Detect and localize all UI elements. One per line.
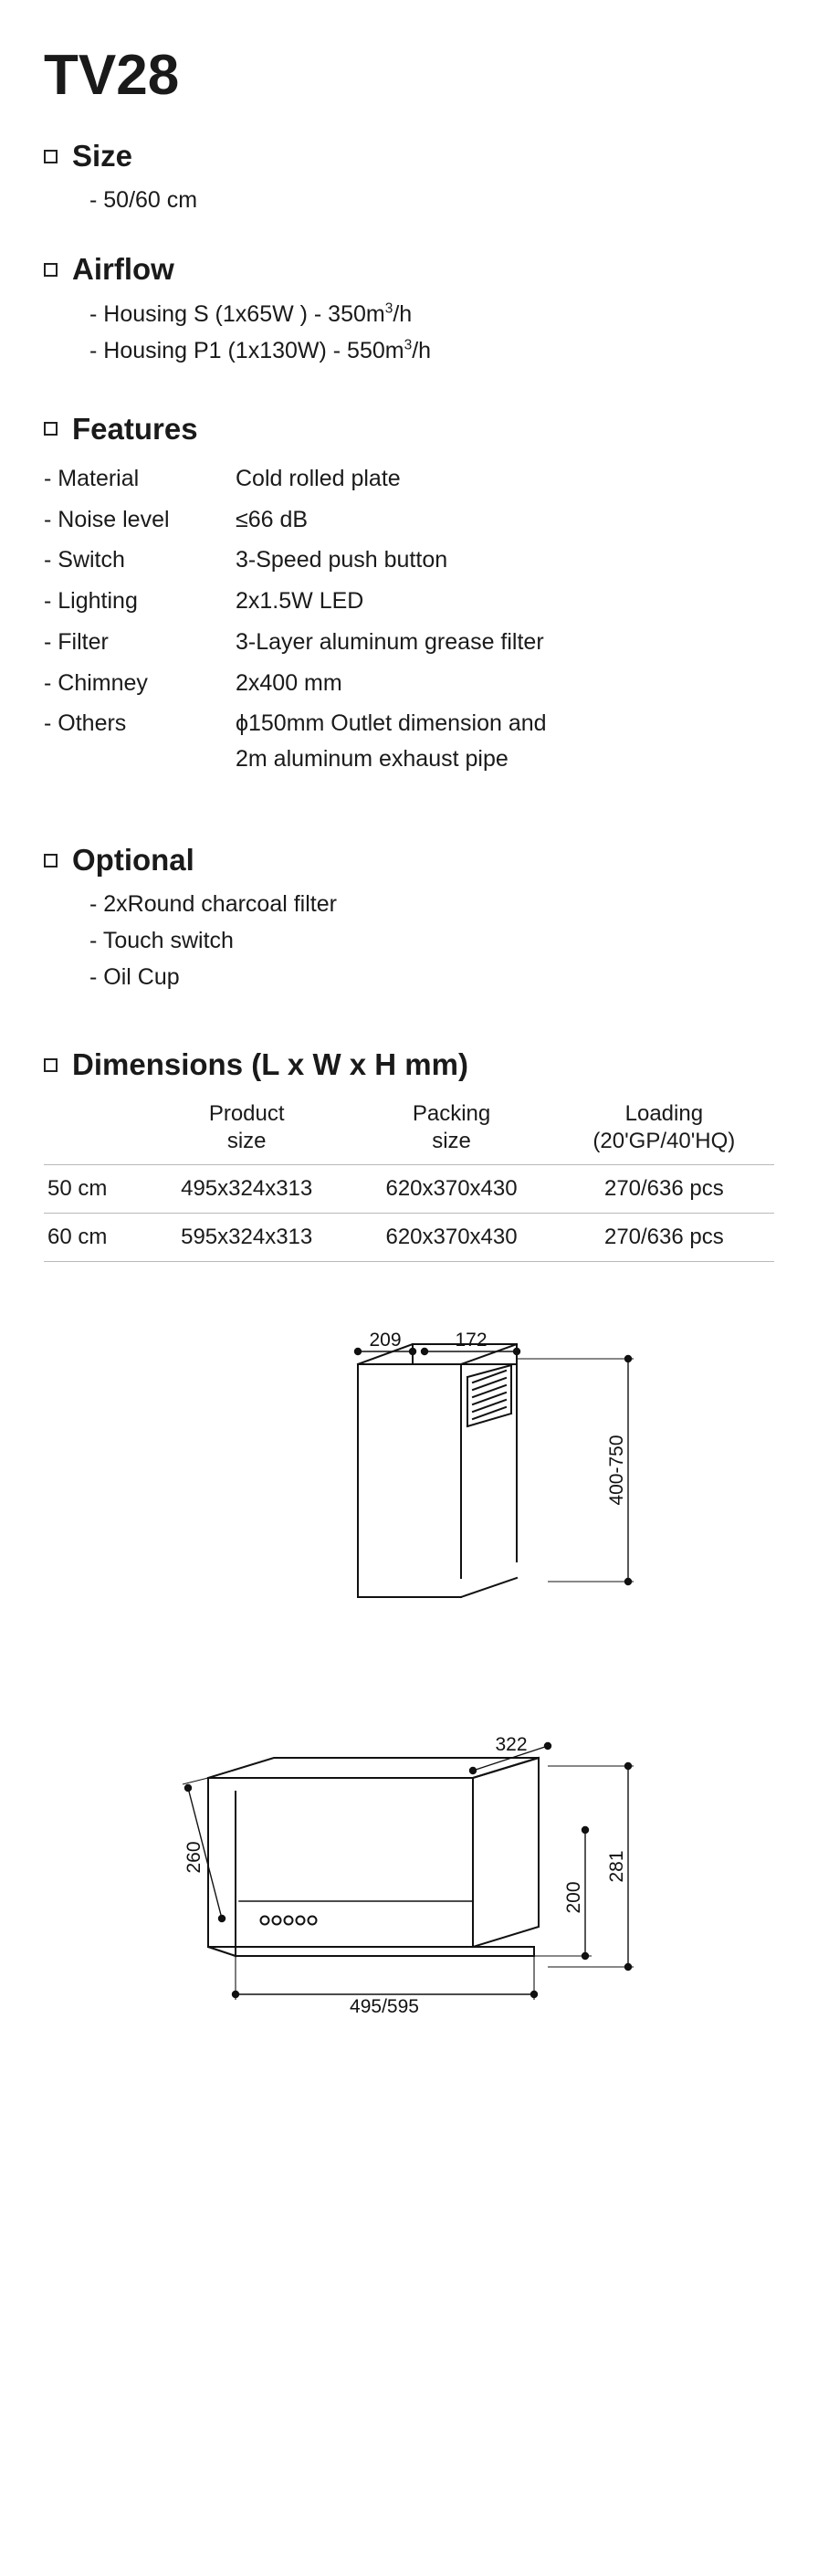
section-airflow-title: Airflow [72,252,174,287]
features-table [44,458,547,780]
feature-value: 3-Speed push button [236,547,448,573]
dim-dot [625,1762,632,1769]
dim-label-209: 209 [369,1329,402,1351]
hood-top-plate [208,1758,539,1778]
dim-label-495-595: 495/595 [350,1995,419,2017]
section-features [44,413,774,780]
list-item [89,332,774,369]
column-header-line1: Loading [624,1100,704,1126]
feature-label: - Switch [44,547,125,573]
dim-dot [582,1826,589,1833]
column-header-line1: Packing [412,1100,491,1126]
size-list [44,182,774,218]
feature-value: ≤66 dB [236,506,309,532]
column-header-packing-size [349,1099,553,1165]
technical-drawing [0,1317,818,2047]
section-features-header [44,413,774,446]
dim-dot [545,1742,551,1749]
column-header-line1: Product [208,1100,285,1126]
list-item [89,296,774,332]
section-optional [44,844,774,995]
list-item: - Touch switch [89,928,234,954]
cell-product-size: 595x324x313 [181,1224,313,1249]
airflow-sup-2: 3 [404,337,413,353]
airflow-text-1: - Housing S (1x65W ) - 350m [89,300,385,327]
dim-dot [185,1784,192,1791]
hood-side-panel [473,1758,539,1947]
column-header-loading [554,1099,774,1165]
control-buttons-icon [261,1916,317,1924]
section-size-title: Size [72,139,133,173]
section-size [44,140,774,218]
page-title: TV28 [44,44,180,107]
dim-label-322: 322 [495,1733,528,1755]
chimney-side-bottom [461,1578,517,1597]
table-row [44,1213,774,1261]
section-features-title: Features [72,411,198,446]
feature-value [236,703,547,780]
vent-louvers-icon [467,1365,511,1426]
section-dimensions-title: Dimensions (L x W x H mm) [72,1047,468,1082]
feature-label: - Noise level [44,506,170,532]
feature-value: 2x1.5W LED [236,588,364,615]
airflow-suffix-2: /h [412,337,432,363]
section-optional-header [44,844,774,877]
section-dimensions [44,1048,774,1261]
dim-dot [422,1348,428,1354]
table-row [44,458,547,499]
cell-product-size: 495x324x313 [181,1175,313,1201]
table-row [44,499,547,541]
ext-line-260-top [183,1778,208,1784]
feature-value: 3-Layer aluminum grease filter [236,628,544,655]
table-row [44,703,547,780]
dim-dot [514,1348,520,1354]
dim-dot [410,1348,416,1354]
dim-dot [625,1355,632,1362]
cell-model: 60 cm [47,1224,108,1249]
dim-dot [470,1767,477,1773]
list-item: - 50/60 cm [89,187,198,214]
technical-drawing-svg [0,1317,818,2047]
table-row [44,540,547,581]
column-header-model [44,1099,144,1165]
dim-label-200: 200 [563,1881,584,1914]
column-header-product-size [144,1099,349,1165]
dim-dot [219,1915,225,1921]
square-bullet-icon [44,263,58,277]
square-bullet-icon [44,422,58,436]
dimensions-table [44,1099,774,1262]
dim-dot [355,1348,362,1354]
section-size-header [44,140,774,173]
airflow-sup-1: 3 [384,300,393,317]
cell-packing-size: 620x370x430 [385,1175,518,1201]
section-dimensions-header [44,1048,774,1081]
dim-label-172: 172 [455,1329,488,1351]
dim-label-260: 260 [184,1841,204,1874]
cell-packing-size: 620x370x430 [385,1224,518,1249]
table-row [44,581,547,622]
feature-label: - Material [44,465,140,491]
feature-label: - Chimney [44,669,148,696]
table-row [44,663,547,704]
dim-dot [625,1963,632,1970]
column-header-line2: size [226,1128,267,1153]
section-airflow [44,253,774,368]
feature-label: - Others [44,710,127,737]
feature-value: Cold rolled plate [236,465,401,491]
list-item: - Oil Cup [89,964,180,991]
table-row [44,622,547,663]
optional-list [44,886,774,995]
airflow-list [44,296,774,369]
feature-label: - Filter [44,628,109,655]
feature-label: - Lighting [44,588,138,615]
feature-value-line2: 2m aluminum exhaust pipe [236,746,509,773]
cell-loading: 270/636 pcs [603,1224,724,1249]
hood-bottom-left-corner [208,1947,236,1956]
column-header-line2: size [432,1128,471,1153]
airflow-suffix-1: /h [393,300,413,327]
feature-value-line1: ϕ150mm Outlet dimension and [236,710,547,737]
hood-front-panel-left [208,1778,236,1956]
square-bullet-icon [44,1058,58,1072]
dim-label-400-750: 400-750 [606,1435,627,1506]
square-bullet-icon [44,854,58,867]
cell-loading: 270/636 pcs [603,1175,724,1201]
feature-value: 2x400 mm [236,669,342,696]
dim-dot [625,1578,632,1584]
airflow-text-2: - Housing P1 (1x130W) - 550m [89,337,404,363]
table-header-row [44,1099,774,1165]
list-item: - 2xRound charcoal filter [89,891,337,918]
column-header-line2: (20'GP/40'HQ) [593,1128,736,1153]
table-row [44,1164,774,1213]
cell-model: 50 cm [47,1175,108,1201]
section-optional-title: Optional [72,842,194,877]
section-airflow-header [44,253,774,286]
square-bullet-icon [44,150,58,163]
dim-label-281: 281 [606,1850,627,1883]
